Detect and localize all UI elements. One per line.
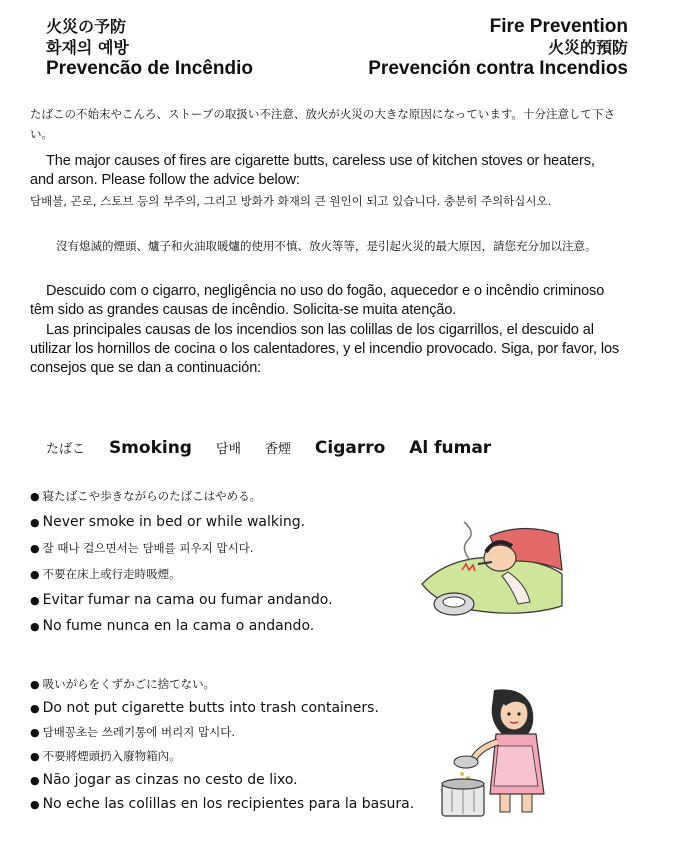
title-es: Prevención contra Incendios	[368, 58, 628, 79]
title-ja: 火災の予防	[46, 17, 127, 36]
list-item: ● Never smoke in bed or while walking.	[30, 514, 306, 530]
advice-list-1	[30, 488, 333, 644]
list-item: ● 不要將煙頭扔入廢物箱內。	[30, 749, 181, 763]
list-item: ● No fume nunca en la cama o andando.	[30, 618, 315, 634]
header-right	[368, 16, 628, 79]
intro-zh: 沒有熄滅的煙頭、爐子和火油取暖爐的使用不慎、放火等等，是引起火災的最大原因，請您充分加以注意。	[56, 239, 597, 253]
title-zh: 火災的預防	[547, 38, 628, 57]
list-item: ● Do not put cigarette butts into trash containers.	[30, 700, 379, 716]
section-title-en: Smoking	[108, 438, 192, 458]
list-item: ● Não jogar as cinzas no cesto de lixo.	[30, 772, 298, 788]
list-item: ● 담배꽁초는 쓰레기통에 버리지 맙시다.	[30, 725, 235, 739]
list-item: ● 잘 때나 걸으면서는 담배를 피우지 맙시다.	[30, 541, 254, 555]
ashtray-trash-illustration	[432, 682, 564, 818]
advice-list-2	[30, 676, 414, 820]
intro-es: Las principales causas de los incendios son las colillas de los cigarrillos, el descuido al utilizar los hornillos de cocina o los calentadores, y el incendio provocado. Siga, por favor, los consejos que se dan a continuación:	[30, 322, 620, 376]
list-item: ● 不要在床上或行走時吸煙。	[30, 567, 181, 581]
intro-en: The major causes of fires are cigarette butts, careless use of kitchen stoves or heaters, and arson. Please follow the advice below:	[30, 153, 595, 188]
title-pt: Prevencão de Incêndio	[46, 58, 253, 79]
intro-ja: たばこの不始末やこんろ、ストーブの取扱い不注意、放火が火災の大きな原因になっています。十分注意して下さい。	[30, 107, 615, 141]
list-item: ● 吸いがらをくずかごに捨てない。	[30, 677, 216, 691]
list-item: ● 寝たばこや歩きながらのたばこはやめる。	[30, 489, 262, 503]
section-title-zh: 香煙	[264, 442, 291, 457]
header-left	[46, 16, 253, 79]
list-item: ● Evitar fumar na cama ou fumar andando.	[30, 592, 333, 608]
title-ko: 화재의 예방	[46, 38, 129, 57]
section-title-ko: 담배	[215, 442, 242, 457]
section-title-pt: Cigarro	[314, 438, 386, 458]
intro-ko: 담배불, 곤로, 스토브 등의 부주의, 그리고 방화가 화재의 큰 원인이 되고 있습니다. 충분히 주의하십시오.	[30, 194, 552, 208]
section-title-ja: たばこ	[46, 442, 86, 457]
section-heading	[46, 438, 509, 458]
title-en: Fire Prevention	[489, 16, 628, 37]
intro-pt: Descuido com o cigarro, negligência no uso do fogão, aquecedor e o incêndio criminoso têm sido as grandes causas de incêndio. Solicita-se muita atenção.	[30, 283, 605, 318]
list-item: ● No eche las colillas en los recipientes para la basura.	[30, 796, 415, 812]
smoking-in-bed-illustration	[412, 514, 568, 624]
section-title-es: Al fumar	[409, 438, 492, 458]
